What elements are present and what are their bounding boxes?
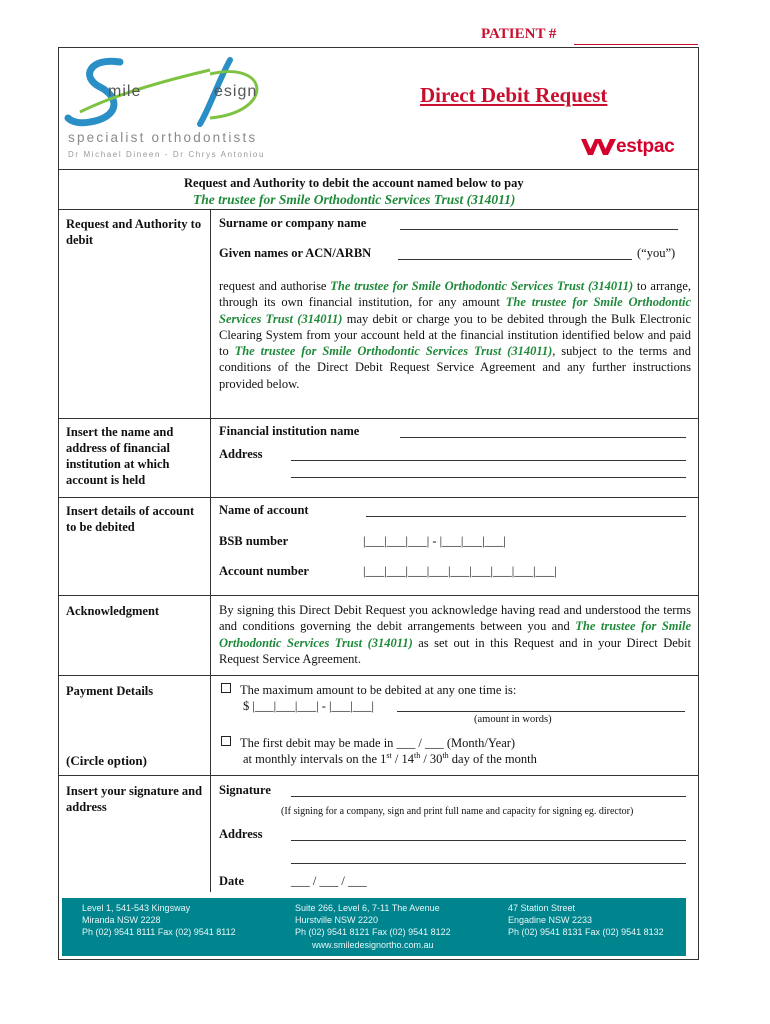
column-divider <box>210 209 211 892</box>
patient-number-field[interactable] <box>574 44 698 45</box>
payment-option-first-debit: The first debit may be made in ___ / ___ (Month/Year) <box>221 736 515 751</box>
given-names-label: Given names or ACN/ARBN <box>219 246 372 260</box>
amount-words-label: (amount in words) <box>474 714 552 725</box>
divider <box>58 675 699 676</box>
payment-option-max: The maximum amount to be debited at any one time is: <box>221 683 516 698</box>
page-title: Direct Debit Request <box>420 83 608 107</box>
footer-miranda: Level 1, 541-543 Kingsway Miranda NSW 2228 Ph (02) 9541 8111 Fax (02) 9541 8112 <box>82 903 236 937</box>
logo-word-mile: mile <box>108 83 142 100</box>
logo-word-design: esign <box>214 83 258 100</box>
you-label: (“you”) <box>637 246 676 260</box>
first-debit-checkbox[interactable] <box>221 736 231 746</box>
footer-hurstville: Suite 266, Level 6, 7-11 The Avenue Hurstville NSW 2220 Ph (02) 9541 8121 Fax (02) 9541 8122 <box>295 903 451 937</box>
signer-address-input-2[interactable] <box>291 863 686 864</box>
authority-paragraph: request and authorise The trustee for Smile Orthodontic Services Trust (314011) to arrange, through its own financial institution, for any amount The trustee for Smile Orthodontic Services Trust (314011) may debit or charge you to be debited through the Bulk Electronic Clearing System from your account held at the financial institution identified below and paid to The trustee for Smile Orthodontic Services Trust (314011), subject to the terms and conditions of the Direct Debit Request Service Agreement and any further instructions provided below. <box>219 279 691 391</box>
bsb-input[interactable]: |___|___|___| - |___|___|___| <box>363 534 506 548</box>
monthly-interval-line: at monthly intervals on the 1st / 14th / 30th day of the month <box>243 751 537 767</box>
patient-number-label: PATIENT # <box>481 26 557 42</box>
signer-address-label: Address <box>219 827 263 841</box>
surname-label: Surname or company name <box>219 216 367 230</box>
date-input[interactable]: ___ / ___ / ___ <box>291 874 367 888</box>
section-label-payment: Payment Details <box>66 684 154 698</box>
signer-address-input-1[interactable] <box>291 840 686 841</box>
institution-name-input[interactable] <box>400 437 686 438</box>
section-label-account: Insert details of account to be debited <box>66 504 195 534</box>
surname-input[interactable] <box>400 229 678 230</box>
institution-address-input-2[interactable] <box>291 477 686 478</box>
footer-engadine: 47 Station Street Engadine NSW 2233 Ph (02) 9541 8131 Fax (02) 9541 8132 <box>508 903 664 937</box>
footer-website[interactable]: www.smiledesignortho.com.au <box>312 940 434 950</box>
section-label-institution: Insert the name and address of financial institution at which account is held <box>66 425 174 487</box>
practice-footer <box>62 898 686 956</box>
divider <box>58 209 699 210</box>
divider <box>58 595 699 596</box>
date-label: Date <box>219 874 244 888</box>
section-label-request: Request and Authority to debit <box>66 217 202 247</box>
signature-label: Signature <box>219 783 271 797</box>
section-label-acknowledgment: Acknowledgment <box>66 604 160 618</box>
divider <box>58 497 699 498</box>
logo-tagline: specialist orthodontists <box>68 130 258 145</box>
account-name-input[interactable] <box>366 516 686 517</box>
logo-doctors: Dr Michael Dineen - Dr Chrys Antoniou <box>68 150 266 159</box>
westpac-wordmark: estpac <box>616 136 675 157</box>
divider <box>58 169 699 170</box>
amount-words-input[interactable] <box>397 711 685 712</box>
given-names-input[interactable] <box>398 259 632 260</box>
divider <box>58 775 699 776</box>
account-number-input[interactable]: |___|___|___|___|___|___|___|___|___| <box>363 564 557 578</box>
header-trust-name: The trustee for Smile Orthodontic Services Trust (314011) <box>193 192 516 207</box>
divider <box>58 418 699 419</box>
max-amount-input[interactable]: $ |___|___|___| - |___|___| <box>243 699 375 713</box>
section-label-signature: Insert your signature and address <box>66 784 203 814</box>
circle-option-label: (Circle option) <box>66 753 147 768</box>
account-number-label: Account number <box>219 564 309 578</box>
account-name-label: Name of account <box>219 503 309 517</box>
header-line1: Request and Authority to debit the account named below to pay <box>184 176 524 190</box>
max-amount-checkbox[interactable] <box>221 683 231 693</box>
institution-name-label: Financial institution name <box>219 424 360 438</box>
signature-input[interactable] <box>291 796 686 797</box>
signature-note: (If signing for a company, sign and print full name and capacity for signing eg. director) <box>281 806 634 817</box>
acknowledgment-paragraph: By signing this Direct Debit Request you acknowledge having read and understood the terms and conditions governing the debit arrangements between you and The trustee for Smile Orthodontic Services Trust (314011) as set out in this Request and in your Direct Debit Request Service Agreement. <box>219 603 691 666</box>
institution-address-label: Address <box>219 447 263 461</box>
institution-address-input-1[interactable] <box>291 460 686 461</box>
bsb-label: BSB number <box>219 534 289 548</box>
